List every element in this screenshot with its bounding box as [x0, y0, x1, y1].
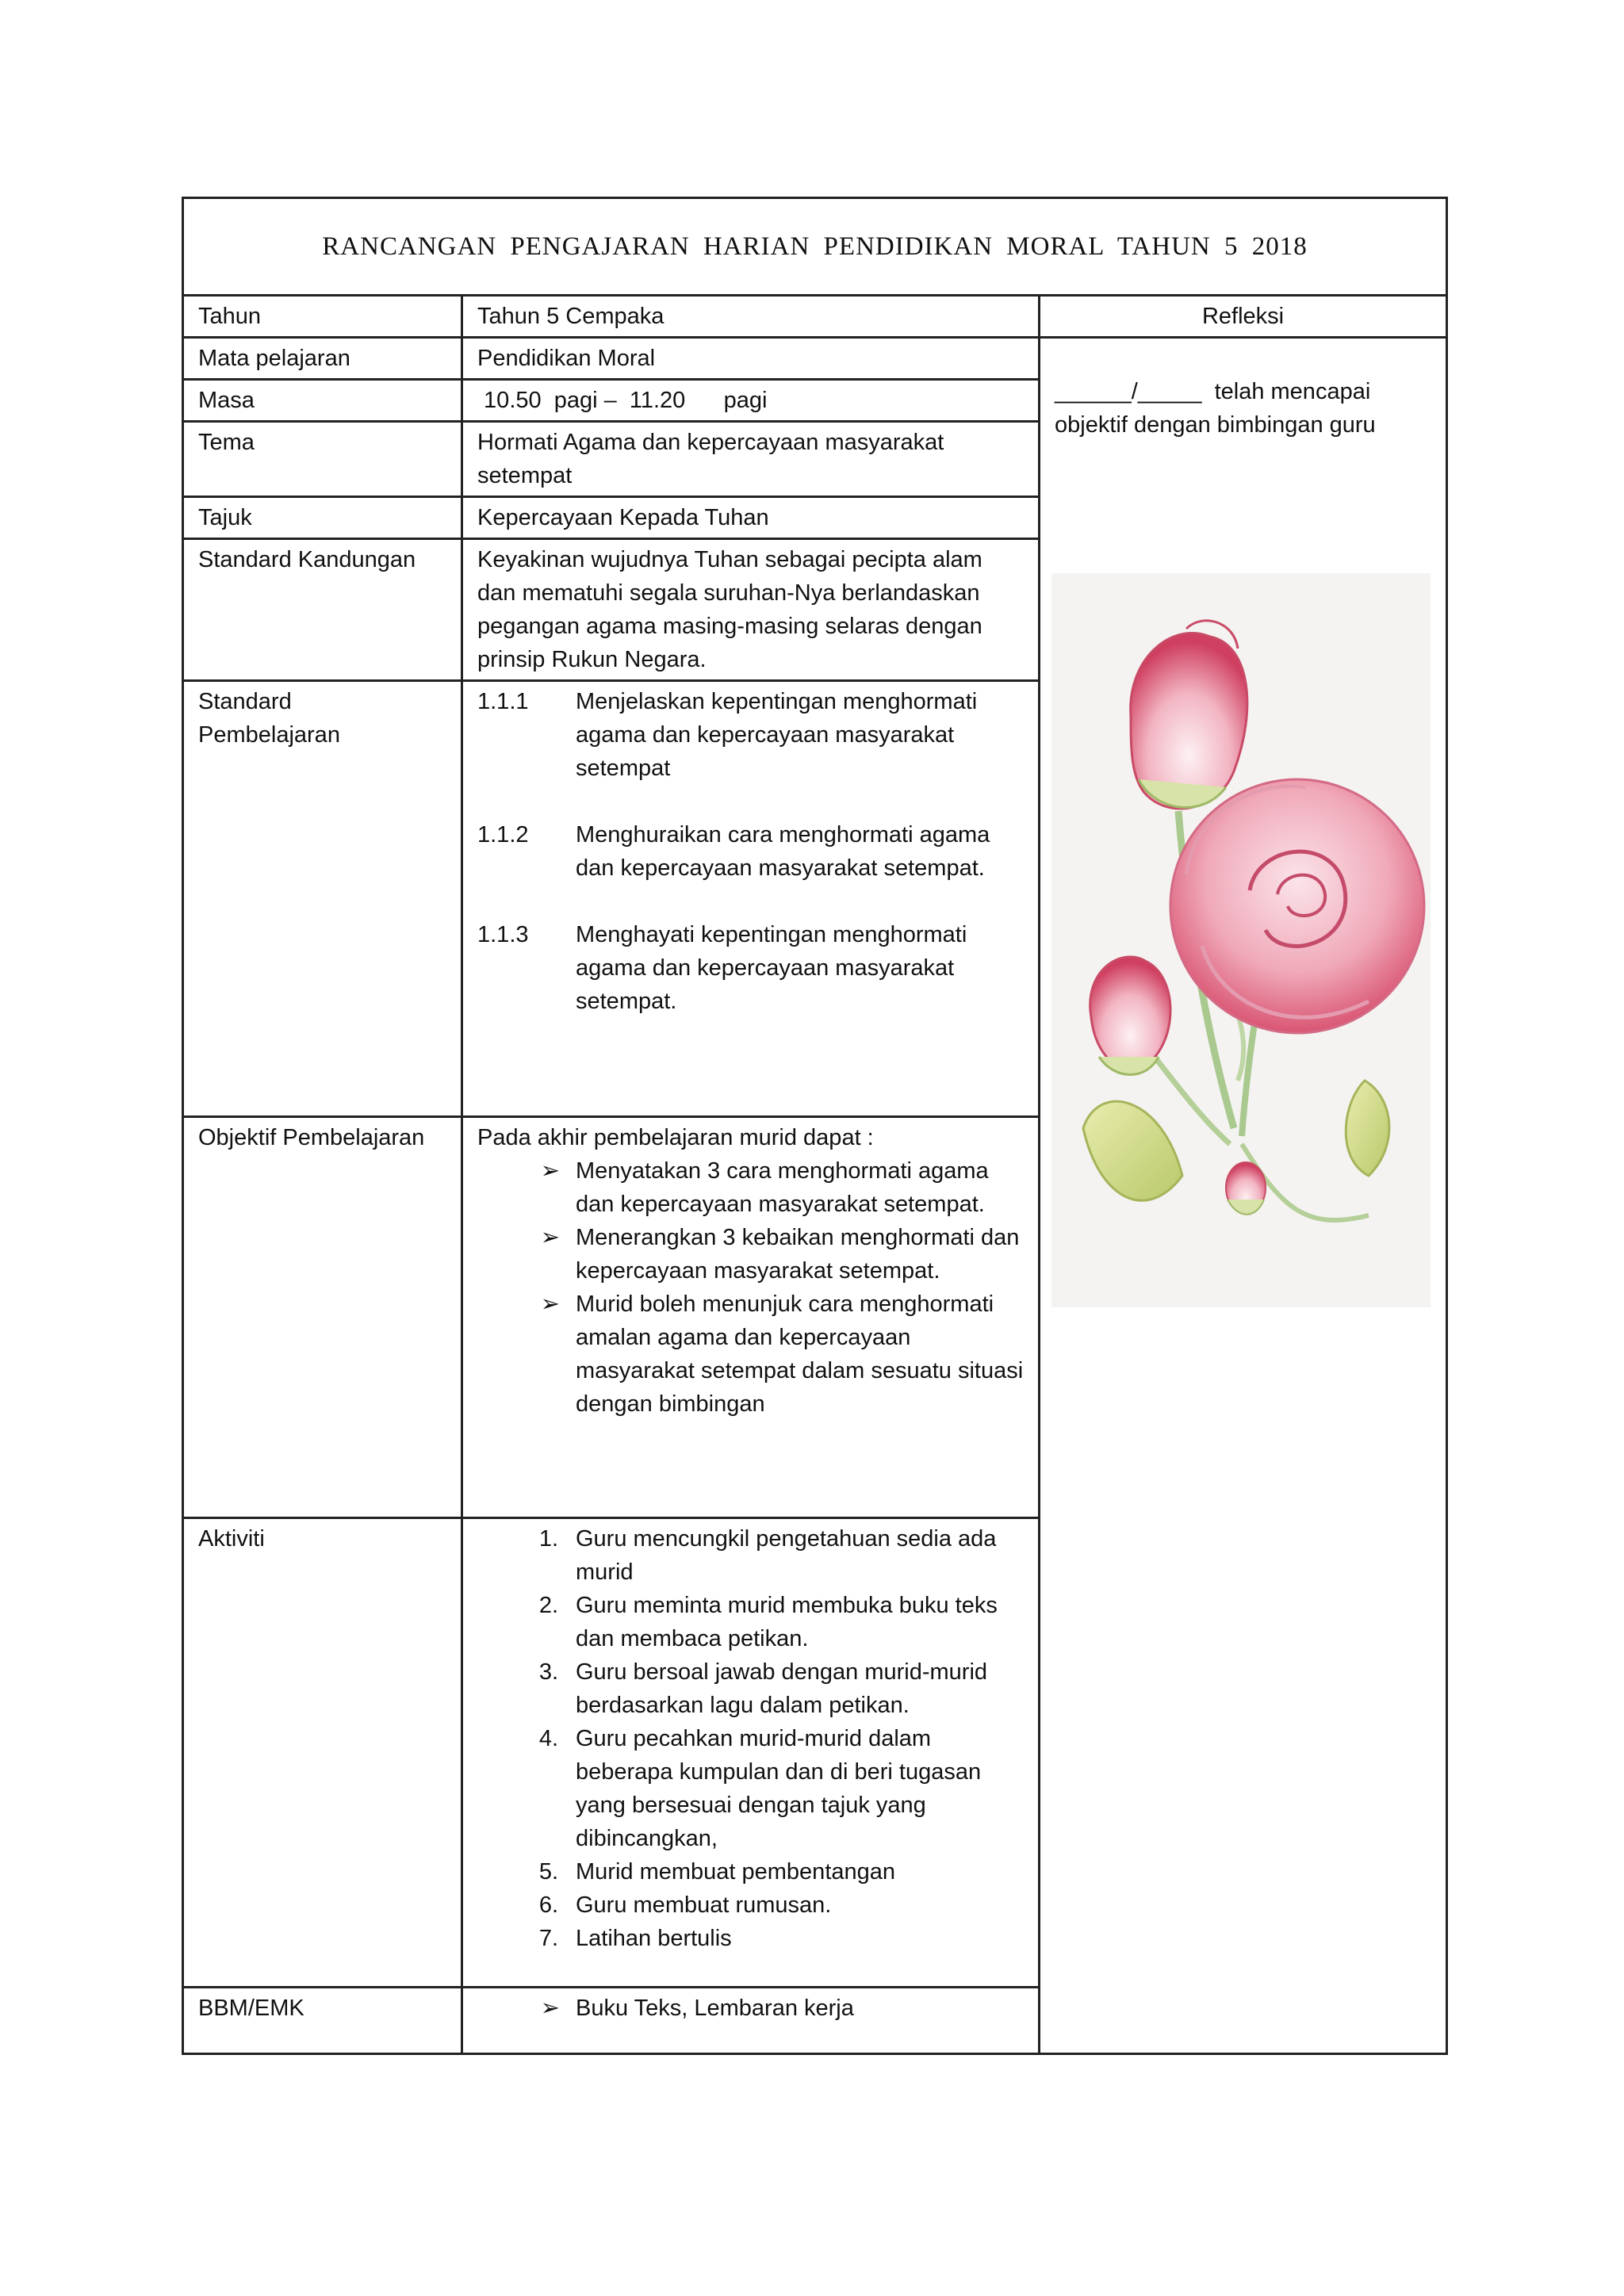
label-standard-kandungan: Standard Kandungan [183, 539, 462, 681]
standard-code: 1.1.2 [477, 822, 529, 848]
value-objektif [462, 1117, 1040, 1518]
value-masa: 10.50 pagi – 11.20 pagi [462, 380, 1040, 422]
value-standard-kandungan: Keyakinan wujudnya Tuhan sebagai pecipta alam dan mematuhi segala suruhan-Nya berlandaskan pegangan agama masing-masing selaras dengan prinsip Rukun Negara. [462, 539, 1040, 681]
objektif-text: Menerangkan 3 kebaikan menghormati dan kepercayaan masyarakat setempat. [576, 1225, 1020, 1284]
label-bbm: BBM/EMK [183, 1988, 462, 2054]
aktiviti-text: Guru bersoal jawab dengan murid-murid berdasarkan lagu dalam petikan. [576, 1659, 988, 1718]
aktiviti-text: Guru membuat rumusan. [576, 1892, 832, 1918]
value-tajuk: Kepercayaan Kepada Tuhan [462, 497, 1040, 539]
aktiviti-list [477, 1522, 1024, 1955]
objektif-text: Murid boleh menunjuk cara menghormati amalan agama dan kepercayaan masyarakat setempat dalam sesuatu situasi dengan bimbingan [576, 1292, 1024, 1417]
list-item [477, 1288, 1024, 1421]
item-number: 1. [538, 1526, 558, 1552]
item-number: 7. [538, 1926, 558, 1951]
label-standard-pembelajaran [183, 681, 462, 1117]
title-row [183, 198, 1447, 296]
list-item [477, 1992, 1024, 2025]
value-bbm [462, 1988, 1040, 2054]
rose-illustration [1051, 573, 1431, 1307]
row-tahun [183, 296, 1447, 338]
standard-item [477, 818, 1024, 885]
standard-code: 1.1.1 [477, 689, 529, 714]
label-tema: Tema [183, 422, 462, 497]
standard-text: Menghayati kepentingan menghormati agama dan kepercayaan masyarakat setempat. [576, 922, 967, 1014]
arrow-bullet-icon: ➢ [540, 1158, 560, 1184]
item-number: 5. [538, 1859, 558, 1885]
list-item [477, 1855, 1024, 1888]
objektif-intro: Pada akhir pembelajaran murid dapat : [477, 1125, 874, 1150]
standard-text: Menghuraikan cara menghormati agama dan kepercayaan masyarakat setempat. [576, 822, 990, 881]
refleksi-line-2: objektif dengan bimbingan guru [1055, 412, 1376, 438]
aktiviti-text: Guru mencungkil pengetahuan sedia ada murid [576, 1526, 997, 1585]
list-item [477, 1589, 1024, 1655]
spacer [477, 885, 1024, 918]
row-mata-pelajaran [183, 338, 1447, 380]
document-title: RANCANGAN PENGAJARAN HARIAN PENDIDIKAN MORAL TAHUN 5 2018 [183, 198, 1447, 296]
spacer [477, 785, 1024, 818]
value-tema: Hormati Agama dan kepercayaan masyarakat setempat [462, 422, 1040, 497]
label-masa: Masa [183, 380, 462, 422]
list-item [477, 1221, 1024, 1288]
lesson-plan-table [182, 197, 1448, 2055]
arrow-bullet-icon: ➢ [540, 1225, 560, 1250]
label-tajuk: Tajuk [183, 497, 462, 539]
arrow-bullet-icon: ➢ [540, 1292, 560, 1317]
item-number: 2. [538, 1593, 558, 1618]
refleksi-heading: Refleksi [1040, 296, 1447, 338]
aktiviti-text: Guru pecahkan murid-murid dalam beberapa kumpulan dan di beri tugasan yang bersesuai dengan tajuk yang dibincangkan, [576, 1726, 982, 1851]
list-item [477, 1922, 1024, 1955]
list-item [477, 1722, 1024, 1855]
list-item [477, 1522, 1024, 1589]
item-number: 3. [538, 1659, 558, 1685]
label-tahun: Tahun [183, 296, 462, 338]
bbm-text: Buku Teks, Lembaran kerja [576, 1996, 854, 2021]
label-standard-pembelajaran-line2: Pembelajaran [198, 722, 340, 748]
standard-code: 1.1.3 [477, 922, 529, 947]
standard-item [477, 918, 1024, 1018]
objektif-text: Menyatakan 3 cara menghormati agama dan kepercayaan masyarakat setempat. [576, 1158, 989, 1217]
label-mata-pelajaran: Mata pelajaran [183, 338, 462, 380]
list-item [477, 1655, 1024, 1722]
list-item [477, 1154, 1024, 1221]
rose-icon [1051, 573, 1431, 1307]
standard-text: Menjelaskan kepentingan menghormati agama dan kepercayaan masyarakat setempat [576, 689, 978, 781]
aktiviti-text: Guru meminta murid membuka buku teks dan membaca petikan. [576, 1593, 998, 1651]
label-aktiviti: Aktiviti [183, 1518, 462, 1988]
value-standard-pembelajaran [462, 681, 1040, 1117]
aktiviti-text: Murid membuat pembentangan [576, 1859, 896, 1885]
label-objektif: Objektif Pembelajaran [183, 1117, 462, 1518]
value-aktiviti [462, 1518, 1040, 1988]
arrow-bullet-icon: ➢ [540, 1996, 560, 2021]
value-mata-pelajaran: Pendidikan Moral [462, 338, 1040, 380]
item-number: 6. [538, 1892, 558, 1918]
value-tahun: Tahun 5 Cempaka [462, 296, 1040, 338]
list-item [477, 1888, 1024, 1922]
item-number: 4. [538, 1726, 558, 1751]
objektif-list [477, 1154, 1024, 1421]
refleksi-line-1: ______/_____ telah mencapai [1055, 379, 1371, 404]
label-standard-pembelajaran-line1: Standard [198, 689, 292, 714]
refleksi-cell [1040, 338, 1447, 2054]
standard-item [477, 685, 1024, 785]
aktiviti-text: Latihan bertulis [576, 1926, 732, 1951]
